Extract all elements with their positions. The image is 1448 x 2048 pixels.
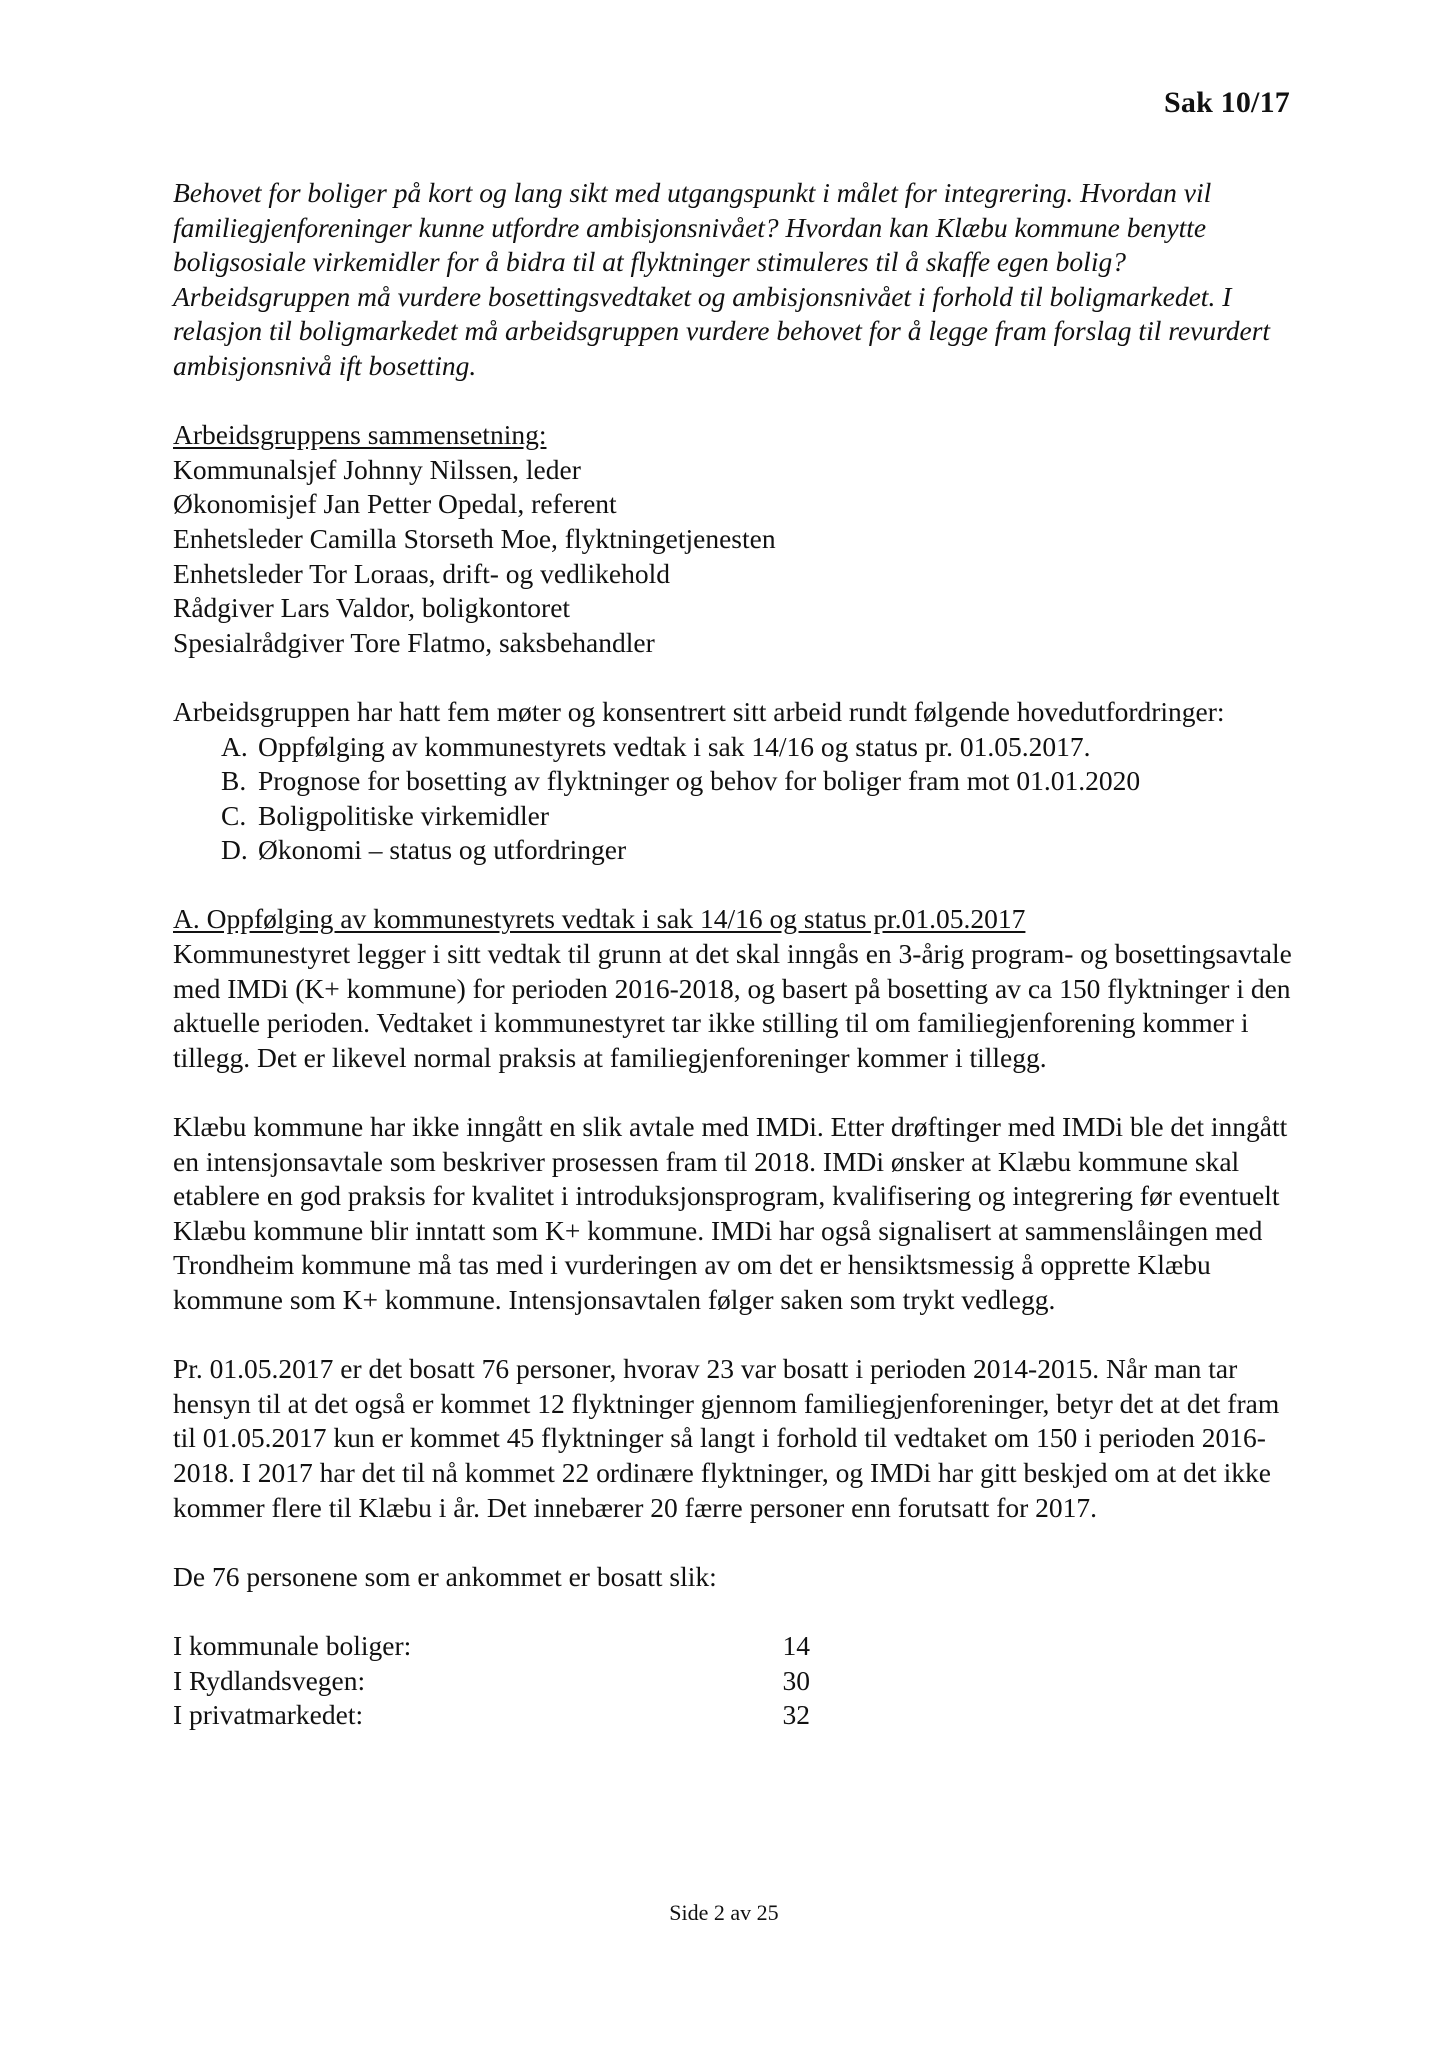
challenge-text: Boligpolitiske virkemidler [258, 799, 550, 831]
member-item: Økonomisjef Jan Petter Opedal, referent [173, 488, 617, 520]
table-row [173, 1664, 810, 1699]
challenge-text: Prognose for bosetting av flyktninger og behov for boliger fram mot 01.01.2020 [258, 765, 1141, 797]
distribution-value: 30 [782, 1664, 810, 1696]
challenge-item [221, 799, 1293, 834]
member-item: Enhetsleder Camilla Storseth Moe, flyktningetjenesten [173, 522, 776, 554]
member-item: Rådgiver Lars Valdor, boligkontoret [173, 592, 571, 624]
distribution-label: I privatmarkedet: [173, 1699, 364, 1731]
table-row [173, 1629, 810, 1664]
challenge-letter: A. [221, 730, 248, 762]
challenge-letter: C. [221, 799, 247, 831]
case-number: Sak 10/17 [1163, 86, 1290, 119]
page-content [173, 176, 1293, 1733]
section-a [173, 902, 1293, 1732]
section-a-heading: A. Oppfølging av kommunestyrets vedtak i sak 14/16 og status pr.01.05.2017 [173, 903, 1026, 935]
working-group-section [173, 418, 1293, 660]
challenge-letter: B. [221, 765, 247, 797]
member-item: Enhetsleder Tor Loraas, drift- og vedlikehold [173, 557, 671, 589]
member-item: Spesialrådgiver Tore Flatmo, saksbehandler [173, 626, 655, 658]
section-a-paragraph: Kommunestyret legger i sitt vedtak til grunn at det skal inngås en 3-årig program- og bosettingsavtale med IMDi (K+ kommune) for perioden 2016-2018, og basert på bosetting av ca 150 flyktninger i den aktuelle perioden. Vedtaket i kommunestyret tar ikke stilling til om familiegjenforening kommer i tillegg. Det er likevel normal praksis at familiegjenforeninger kommer i tillegg. [173, 938, 1292, 1073]
page-footer: Side 2 av 25 [669, 1900, 779, 1925]
distribution-label: I Rydlandsvegen: [173, 1664, 366, 1696]
section-a-paragraph: Klæbu kommune har ikke inngått en slik avtale med IMDi. Etter drøftinger med IMDi ble det inngått en intensjonsavtale som beskriver prosessen fram til 2018. IMDi ønsker at Klæbu kommune skal etablere en god praksis for kvalitet i introduksjonsprogram, kvalifisering og integrering før eventuelt Klæbu kommune blir inntatt som K+ kommune. IMDi har også signalisert at sammenslåingen med Trondheim kommune må tas med i vurderingen av om det er hensiktsmessig å opprette Klæbu kommune som K+ kommune. Intensjonsavtalen følger saken som trykt vedlegg. [173, 1111, 1288, 1315]
challenge-item [221, 730, 1293, 765]
spacer [173, 660, 1293, 695]
challenge-text: Oppfølging av kommunestyrets vedtak i sak 14/16 og status pr. 01.05.2017. [258, 730, 1091, 762]
challenges-intro: Arbeidsgruppen har hatt fem møter og konsentrert sitt arbeid rundt følgende hovedutfordringer: [173, 695, 1225, 727]
challenge-item [221, 764, 1293, 799]
working-group-heading: Arbeidsgruppens sammensetning: [173, 419, 547, 451]
spacer [173, 1075, 1293, 1110]
challenges-section [173, 695, 1293, 868]
challenge-letter: D. [221, 834, 248, 866]
member-item: Kommunalsjef Johnny Nilssen, leder [173, 453, 581, 485]
challenges-list [173, 730, 1293, 868]
spacer [173, 868, 1293, 903]
section-a-paragraph: De 76 personene som er ankommet er bosatt slik: [173, 1560, 717, 1592]
distribution-value: 14 [782, 1629, 810, 1661]
section-a-paragraph: Pr. 01.05.2017 er det bosatt 76 personer, hvorav 23 var bosatt i perioden 2014-2015. Når man tar hensyn til at det også er kommet 12 flyktninger gjennom familiegjenforeninger, betyr det at det fram til 01.05.2017 kun er kommet 45 flyktninger så langt i forhold til vedtaket om 150 i perioden 2016-2018. I 2017 har det til nå kommet 22 ordinære flyktninger, og IMDi har gitt beskjed om at det ikke kommer flere til Klæbu i år. Det innebærer 20 færre personer enn forutsatt for 2017. [173, 1353, 1280, 1523]
distribution-label: I kommunale boliger: [173, 1629, 412, 1661]
spacer [173, 1318, 1293, 1353]
intro-paragraph: Behovet for boliger på kort og lang sikt med utgangspunkt i målet for integrering. Hvordan vil familiegjenforeninger kunne utfordre ambisjonsnivået? Hvordan kan Klæbu kommune benytte boligsosiale virkemidler for å bidra til at flyktninger stimuleres til å skaffe egen bolig? Arbeidsgruppen må vurdere bosettingsvedtaket og ambisjonsnivået i forhold til boligmarkedet. I relasjon til boligmarkedet må arbeidsgruppen vurdere behovet for å legge fram forslag til revurdert ambisjonsnivå ift bosetting. [173, 177, 1271, 381]
distribution-value: 32 [782, 1699, 810, 1731]
spacer [173, 1525, 1293, 1560]
spacer [173, 1594, 1293, 1629]
challenge-item [221, 833, 1293, 868]
distribution-table [173, 1629, 810, 1733]
spacer [173, 384, 1293, 419]
table-row [173, 1698, 810, 1733]
challenge-text: Økonomi – status og utfordringer [258, 834, 627, 866]
